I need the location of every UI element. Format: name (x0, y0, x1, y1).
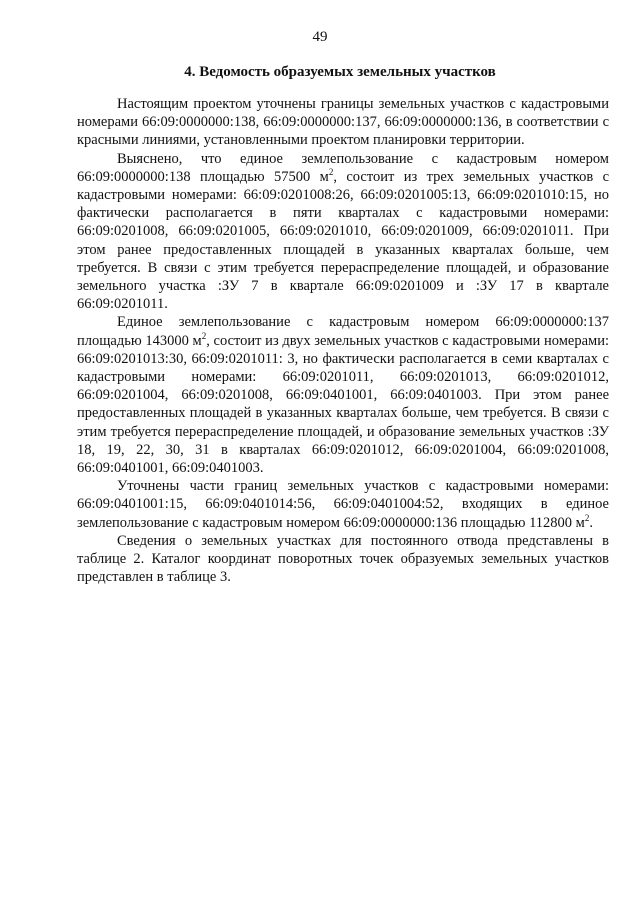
paragraph-4-text-end: . (589, 514, 593, 531)
paragraph-4-text-start: Уточнены части границ земельных участков с кадастровыми номерами: 66:09:0401001:15, 66:09:0401014:56, 66:09:0401004:52, входящих в единое землепользование с кадастровым номером 66:09:0000000:136 площадью 112800 м (77, 478, 609, 531)
paragraph-5 (77, 532, 609, 587)
area-unit-superscript: 2 (584, 512, 590, 523)
paragraph-3-text-end: , состоит из двух земельных участков с кадастровыми номерами: 66:09:0201013:30, 66:09:0201011: 3, но фактически располагается в семи кварталах с кадастровыми номерами: 66:09:0201011, 66:09:0201013, 66:09:0201012, 66:09:0201004, 66:09:0201008, 66:09:0401001, 66:09:0401003. При этом ранее предоставленных площадей в указанных кварталах больше, чем требуется. В связи с этим требуется перераспределение площадей, и образование земельных участков :ЗУ 18, 19, 22, 30, 31 в кварталах 66:09:0201012, 66:09:0201004, 66:09:0201008, 66:09:0401001, 66:09:0401003. (77, 332, 609, 477)
paragraph-1-text: Настоящим проектом уточнены границы земельных участков с кадастровыми номерами 66:09:0000000:138, 66:09:0000000:137, 66:09:0000000:136, в соответствии с красными линиями, установленными проектом планировки территории. (77, 96, 609, 149)
area-unit-superscript: 2 (201, 330, 207, 341)
paragraph-5-text: Сведения о земельных участках для постоянного отвода представлены в таблице 2. Каталог координат поворотных точек образуемых земельных участков представлен в таблице 3. (77, 532, 609, 586)
paragraph-4 (77, 477, 609, 532)
body-text (77, 95, 609, 586)
page-number: 49 (312, 29, 328, 45)
paragraph-2 (77, 150, 609, 314)
paragraph-3-text-start: Единое землепользование с кадастровым номером 66:09:0000000:137 площадью 143000 м (77, 314, 609, 349)
area-unit-superscript: 2 (328, 166, 334, 177)
paragraph-2-text-start: Выяснено, что единое землепользование с кадастровым номером 66:09:0000000:138 площадью 57500 м (77, 150, 609, 185)
paragraph-2-text-end: , состоит из трех земельных участков с кадастровыми номерами: 66:09:0201008:26, 66:09:0201005:13, 66:09:0201010:15, но фактически располагается в пяти кварталах с кадастровыми номерами: 66:09:0201008, 66:09:0201005, 66:09:0201010, 66:09:0201009, 66:09:0201011. При этом ранее предоставленных площадей в указанных кварталах больше, чем требуется. В связи с этим требуется перераспределение площадей, и образование земельного участка :ЗУ 7 в квартале 66:09:0201009 и :ЗУ 17 в квартале 66:09:0201011. (77, 168, 610, 313)
paragraph-3 (77, 313, 609, 477)
section-heading: 4. Ведомость образуемых земельных участков (184, 64, 496, 80)
paragraph-1 (77, 95, 609, 150)
